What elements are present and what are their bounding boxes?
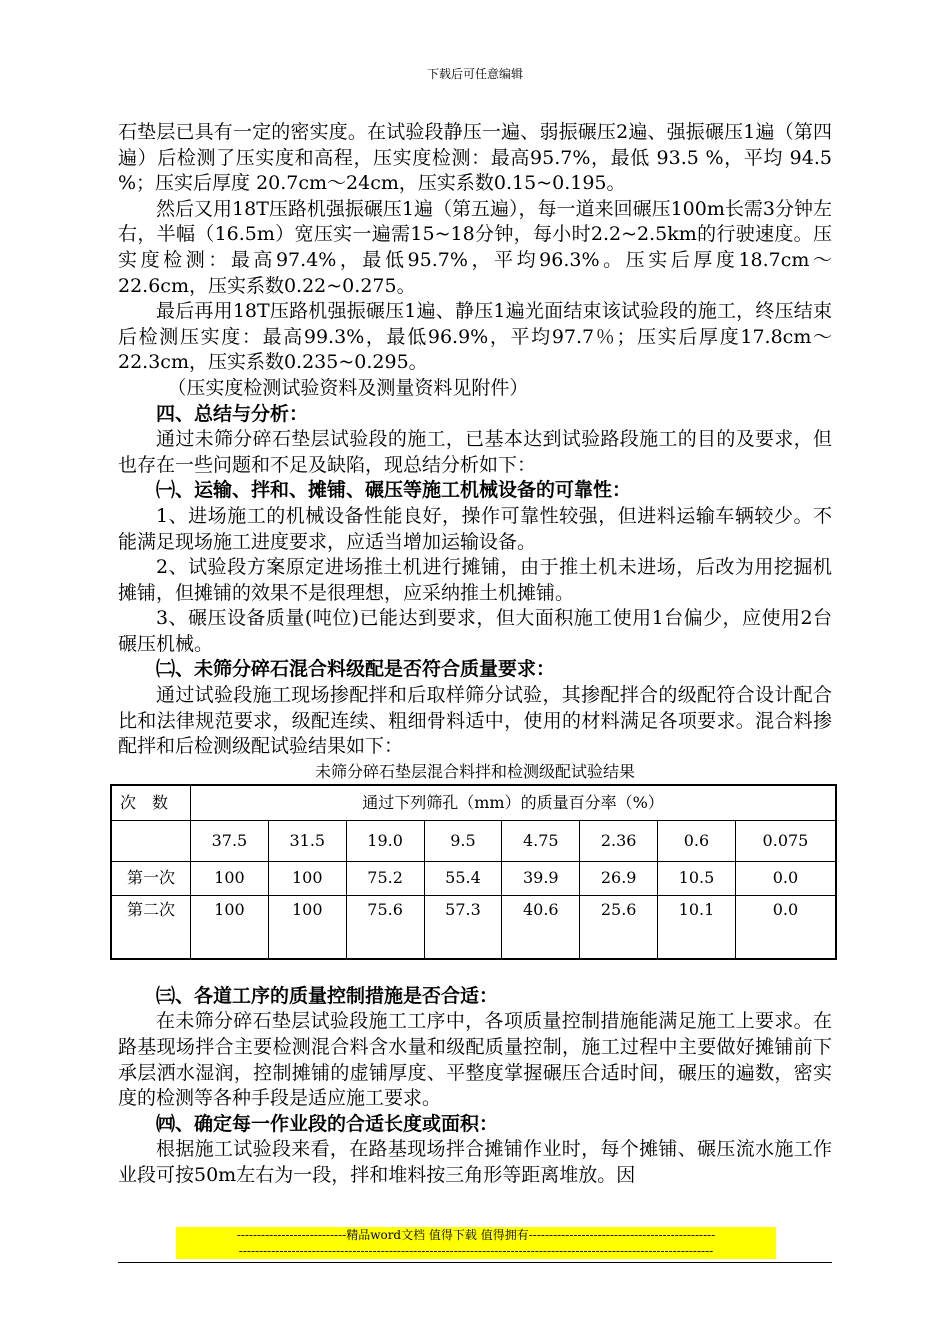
- value-cell: 10.5: [658, 861, 736, 895]
- sieve-cell: 0.075: [735, 820, 836, 861]
- paragraph: 通过试验段施工现场掺配拌和后取样筛分试验，其掺配拌合的级配符合设计配合比和法律规范要求，级配连续、粗细骨料适中，使用的材料满足各项要求。混合料掺配拌和后检测级配试验结果如下：: [118, 684, 832, 758]
- document-body: [118, 120, 832, 1189]
- paragraph-note: （压实度检测试验资料及测量资料见附件）: [167, 376, 529, 399]
- section-heading: 四、总结与分析：: [156, 402, 309, 425]
- empty-cell: [111, 820, 191, 861]
- table-caption: 未筛分碎石垫层混合料拌和检测级配试验结果: [314, 761, 635, 781]
- sieve-size-row: [111, 820, 836, 861]
- subsection-heading: ㈢、各道工序的质量控制措施是否合适：: [156, 984, 499, 1007]
- paragraph: 最后再用18T压路机强振碾压1遍、静压1遍光面结束该试验段的施工，终压结束后检测压实度：最高99.3%，最低96.9%，平均97.7％；压实后厚度17.8cm～22.3cm，压实系数0.235~0.295。: [118, 300, 832, 374]
- span-header-cell: 通过下列筛孔（mm）的质量百分率（%）: [191, 785, 837, 821]
- value-cell: 39.9: [502, 861, 580, 895]
- subsection-heading: ㈣、确定每一作业段的合适长度或面积：: [156, 1112, 499, 1135]
- footer-line-2: ---------------------------------------------------------------------------------------------------------------------: [238, 1244, 714, 1258]
- sieve-cell: 9.5: [424, 820, 502, 861]
- row-label-cell: 第二次: [111, 895, 191, 959]
- row-header-cell: 次 数: [111, 785, 191, 821]
- paragraph: 3、碾压设备质量(吨位)已能达到要求，但大面积施工使用1台偏少，应使用2台碾压机械。: [118, 607, 832, 655]
- page-header: 下载后可任意编辑: [426, 67, 523, 81]
- value-cell: 0.0: [735, 861, 836, 895]
- paragraph: 2、试验段方案原定进场推土机进行摊铺，由于推土机未进场，后改为用挖掘机摊铺，但摊铺的效果不是很理想，应采纳推土机摊铺。: [118, 556, 832, 604]
- value-cell: 26.9: [580, 861, 658, 895]
- gradation-table: [110, 784, 837, 960]
- paragraph: 在未筛分碎石垫层试验段施工工序中，各项质量控制措施能满足施工上要求。在路基现场拌合主要检测混合料含水量和级配质量控制，施工过程中主要做好摊铺前下承层洒水湿润，控制摊铺的虚铺厚度、平整度掌握碾压合适时间，碾压的遍数，密实度的检测等各种手段是适应施工要求。: [118, 1010, 832, 1110]
- footer-banner: [176, 1227, 776, 1259]
- row-label-cell: 第一次: [111, 861, 191, 895]
- sieve-cell: 2.36: [580, 820, 658, 861]
- sieve-cell: 37.5: [191, 820, 269, 861]
- value-cell: 0.0: [735, 895, 836, 959]
- table-row: [111, 895, 836, 959]
- paragraph: 然后又用18T压路机强振碾压1遍（第五遍），每一道来回碾压100m长需3分钟左右，半幅（16.5m）宽压实一遍需15~18分钟，每小时2.2~2.5km的行驶速度。压实度检测：最高97.4%，最低95.7%，平均96.3%。压实后厚度18.7cm～22.6cm，压实系数0.22~0.275。: [118, 197, 832, 297]
- value-cell: 40.6: [502, 895, 580, 959]
- sieve-cell: 0.6: [658, 820, 736, 861]
- paragraph: 石垫层已具有一定的密实度。在试验段静压一遍、弱振碾压2遍、强振碾压1遍（第四遍）后检测了压实度和高程，压实度检测：最高95.7%，最低 93.5 %，平均 94.5 %；压实后厚度 20.7cm～24cm，压实系数0.15~0.195。: [118, 121, 832, 195]
- subsection-heading: ㈠、运输、拌和、摊铺、碾压等施工机械设备的可靠性：: [156, 479, 632, 502]
- sieve-cell: 4.75: [502, 820, 580, 861]
- sieve-cell: 31.5: [268, 820, 346, 861]
- footer-line-1: ---------------------------精品word文档 值得下载 值得拥有----------------------------------------------: [236, 1228, 716, 1242]
- paragraph: 根据施工试验段来看，在路基现场拌合摊铺作业时，每个摊铺、碾压流水施工作业段可按50m左右为一段，拌和堆料按三角形等距离堆放。因: [118, 1138, 832, 1186]
- paragraph: 1、进场施工的机械设备性能良好，操作可靠性较强，但进料运输车辆较少。不能满足现场施工进度要求，应适当增加运输设备。: [118, 504, 832, 553]
- value-cell: 55.4: [424, 861, 502, 895]
- value-cell: 75.2: [346, 861, 424, 895]
- value-cell: 100: [268, 861, 346, 895]
- value-cell: 57.3: [424, 895, 502, 959]
- footer-divider: [118, 1262, 832, 1263]
- sieve-cell: 19.0: [346, 820, 424, 861]
- value-cell: 25.6: [580, 895, 658, 959]
- paragraph: 通过未筛分碎石垫层试验段的施工，已基本达到试验路段施工的目的及要求，但也存在一些问题和不足及缺陷，现总结分析如下：: [118, 428, 832, 476]
- table-header-row: [111, 785, 836, 821]
- value-cell: 100: [191, 895, 269, 959]
- value-cell: 100: [191, 861, 269, 895]
- table-row: [111, 861, 836, 895]
- value-cell: 10.1: [658, 895, 736, 959]
- subsection-heading: ㈡、未筛分碎石混合料级配是否符合质量要求：: [156, 658, 556, 681]
- value-cell: 75.6: [346, 895, 424, 959]
- value-cell: 100: [268, 895, 346, 959]
